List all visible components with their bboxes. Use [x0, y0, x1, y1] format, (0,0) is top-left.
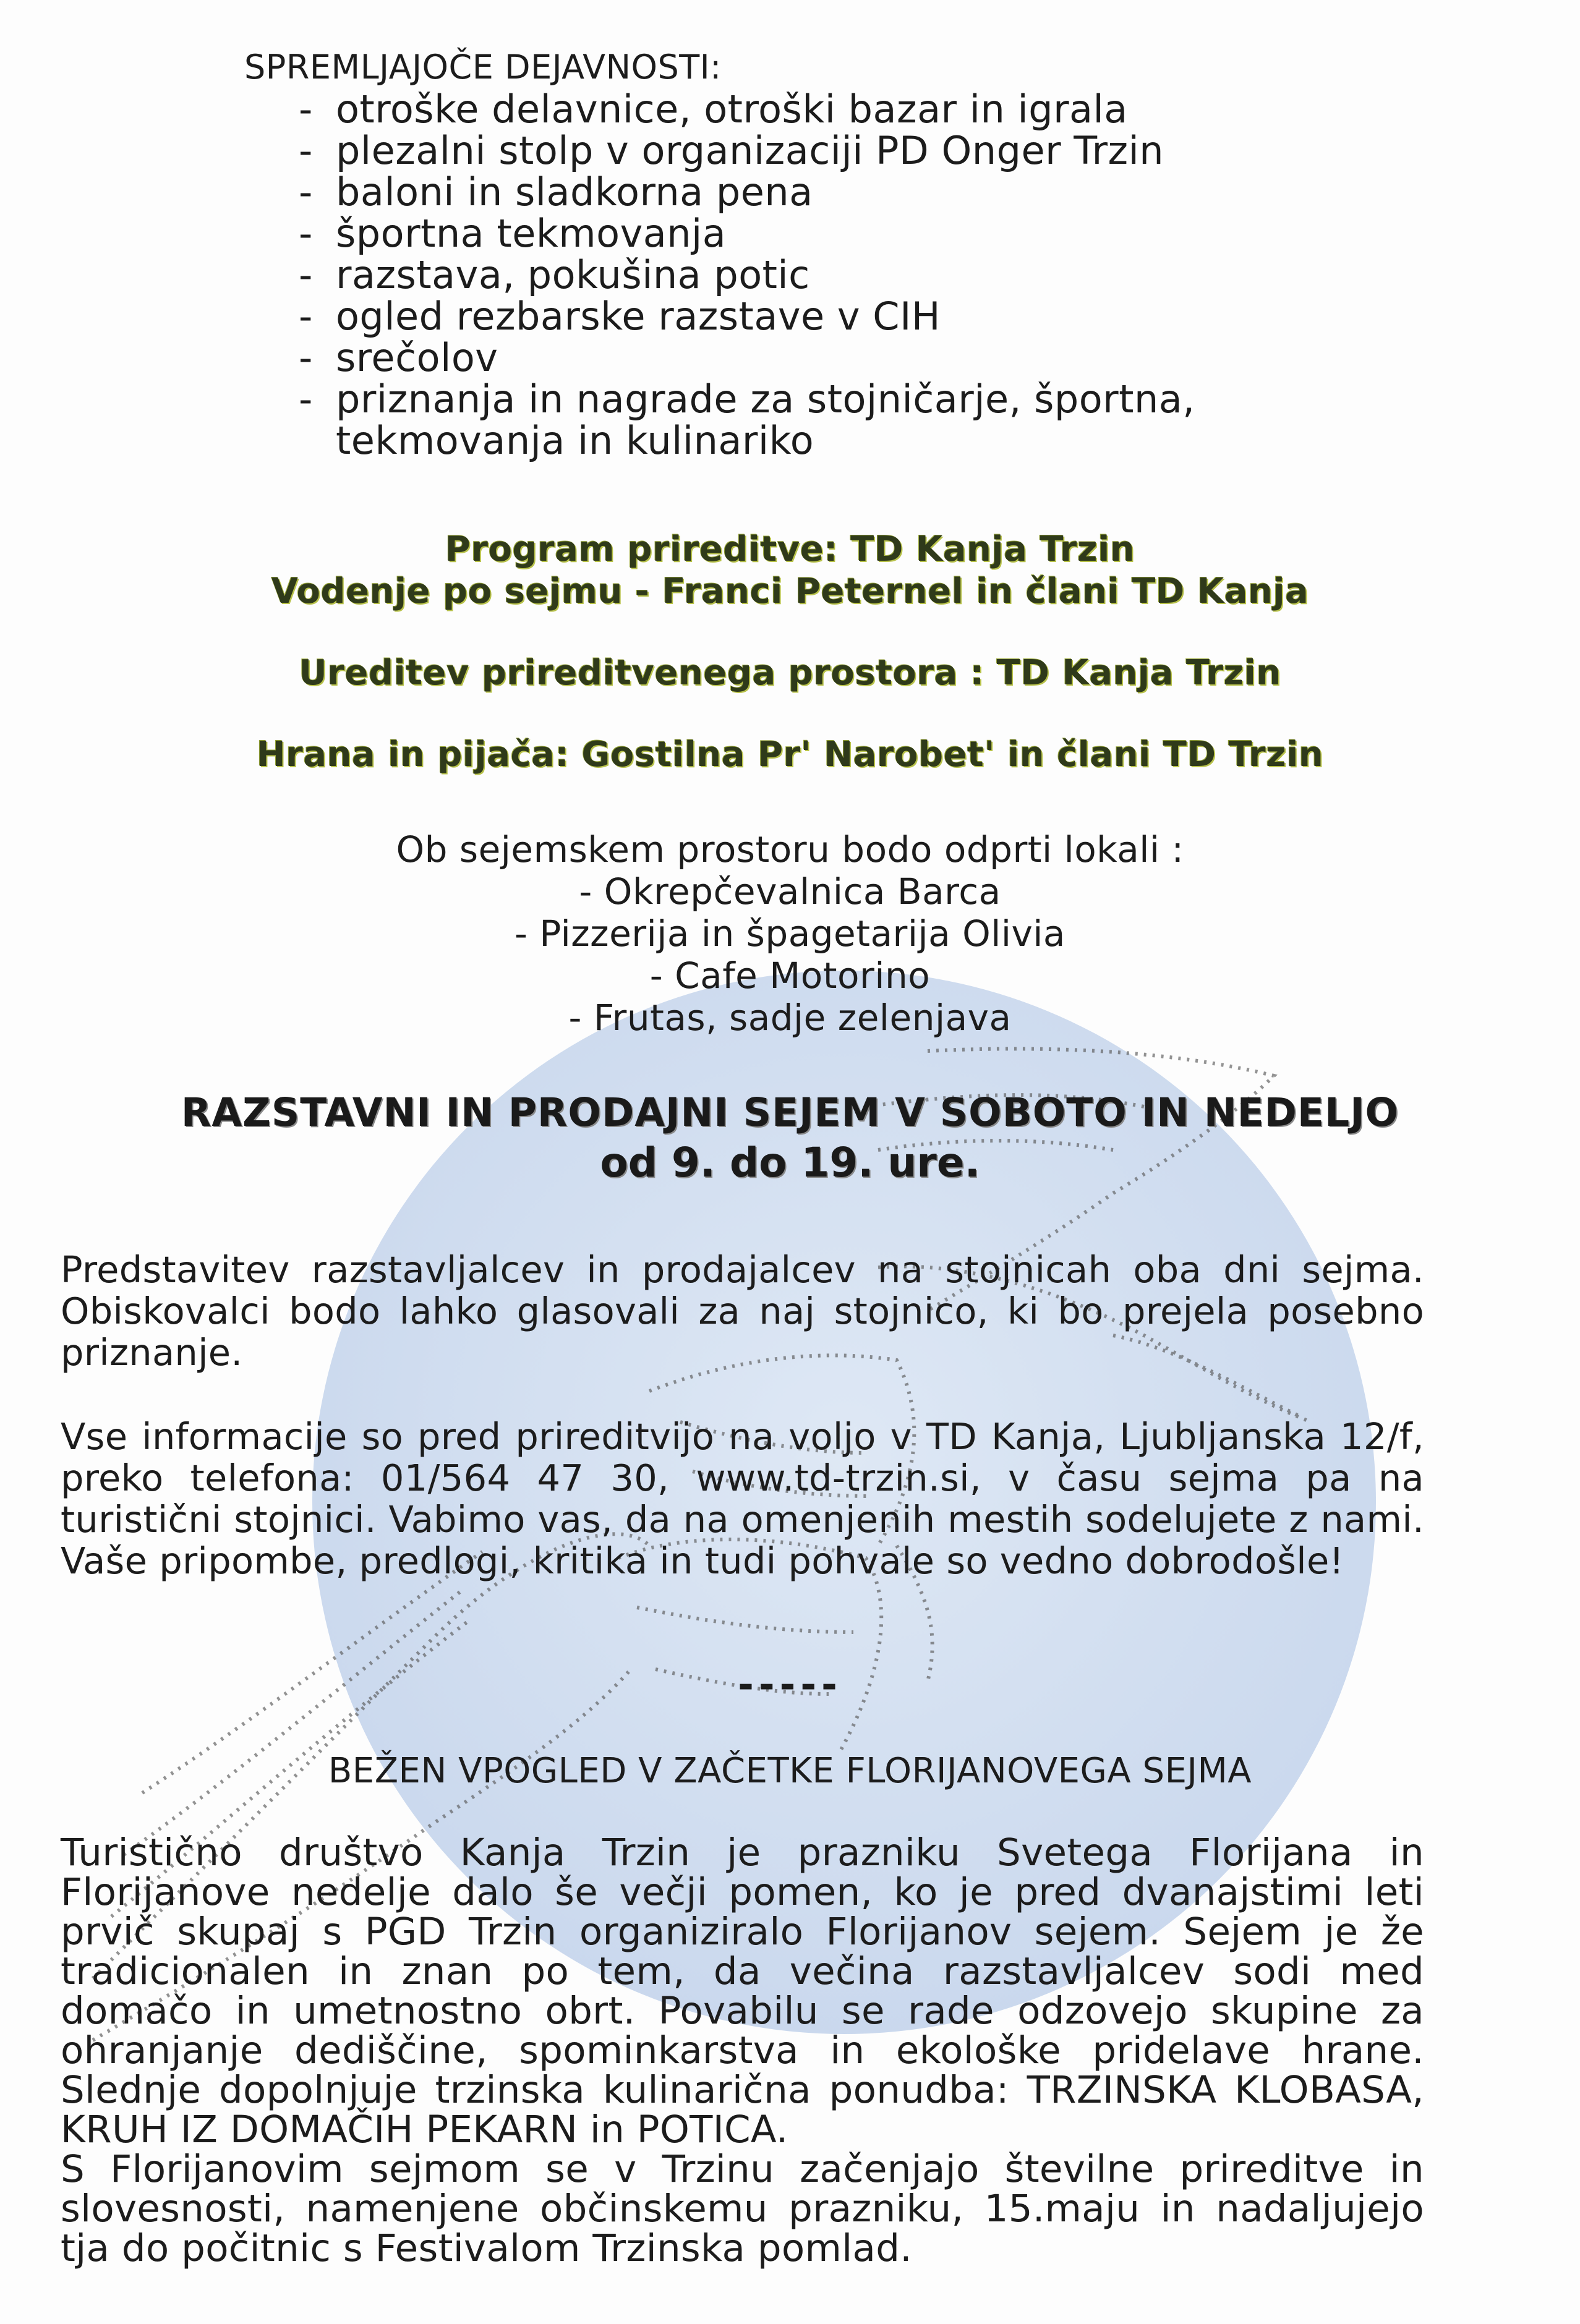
info-text: Vse informacije so pred prireditvijo na voljo v TD Kanja, Ljubljanska 12/f, preko telefona: 01/564 47 30, www.td-trzin.si, v času sejma pa na turistični stojnici. Vabimo vas, da na omenjenih mestih sodelujete z nami. Vaše pripombe, predlogi, kritika in tudi pohvale so vedno dobrodošle!: [61, 1415, 1424, 1582]
activities-title: SPREMLJAJOČE DEJAVNOSTI:: [244, 48, 722, 87]
food-credit: Hrana in pijača: Gostilna Pr' Narobet' in člani TD Trzin: [256, 734, 1324, 775]
venue-item: - Cafe Motorino: [649, 955, 931, 997]
activities-list: [244, 88, 1296, 461]
guide-credit: Vodenje po sejmu - Franci Peternel in člani TD Kanja: [271, 571, 1309, 611]
list-item: - otroške delavnice, otroški bazar in igrala: [299, 88, 1296, 130]
separator: -----: [738, 1662, 842, 1707]
venues-section: [0, 828, 1580, 1039]
history-title: BEŽEN VPOGLED V ZAČETKE FLORIJANOVEGA SEJMA: [328, 1751, 1252, 1791]
setup-credit: Ureditev prireditvenega prostora : TD Kanja Trzin: [299, 653, 1281, 693]
presentation-text: Predstavitev razstavljalcev in prodajalcev na stojnicah oba dni sejma. Obiskovalci bodo lahko glasovali za naj stojnico, ki bo prejela posebno priznanje.: [61, 1248, 1424, 1374]
presentation-paragraph: [61, 1249, 1424, 1373]
venue-item: - Pizzerija in špagetarija Olivia: [515, 913, 1065, 955]
history-text-2: S Florijanovim sejmom se v Trzinu začenjajo številne prireditve in slovesnosti, namenjene občinskemu prazniku, 15.maju in nadaljujejo tja do počitnic s Festivalom Trzinska pomlad.: [61, 2147, 1424, 2270]
history-paragraph: [61, 1833, 1424, 2268]
fair-section: [0, 1088, 1580, 1188]
venues-intro: Ob sejemskem prostoru bodo odprti lokali :: [396, 828, 1184, 870]
list-item: - razstava, pokušina potic: [299, 254, 1296, 296]
credits-section: [0, 529, 1580, 776]
list-item: - športna tekmovanja: [299, 213, 1296, 254]
program-credit: Program prireditve: TD Kanja Trzin: [445, 529, 1135, 569]
venue-item: - Okrepčevalnica Barca: [579, 870, 1001, 913]
list-item: - ogled rezbarske razstave v CIH: [299, 296, 1296, 337]
list-item: - srečolov: [299, 337, 1296, 378]
list-item: - baloni in sladkorna pena: [299, 171, 1296, 213]
list-item: - priznanja in nagrade za stojničarje, športna, tekmovanja in kulinariko: [299, 378, 1296, 461]
fair-hours: od 9. do 19. ure.: [600, 1139, 980, 1186]
list-item: - plezalni stolp v organizaciji PD Onger Trzin: [299, 130, 1296, 171]
history-text-1: Turistično društvo Kanja Trzin je prazniku Svetega Florijana in Florijanove nedelje dalo še večji pomen, ko je pred dvanajstimi leti prvič skupaj s PGD Trzin organiziralo Florijanov sejem. Sejem je že tradicionalen in znan po tem, da večina razstavljalcev sodi med domačo in umetnostno obrt. Povabilu se rade odzovejo skupine za ohranjanje dediščine, spominkarstva in ekološke pridelave hrane. Slednje dopolnjuje trzinska kulinarična ponudba: TRZINSKA KLOBASA, KRUH IZ DOMAČIH PEKARN in POTICA.: [61, 1831, 1424, 2152]
venue-item: - Frutas, sadje zelenjava: [568, 997, 1012, 1039]
fair-headline: RAZSTAVNI IN PRODAJNI SEJEM V SOBOTO IN NEDELJO: [181, 1090, 1399, 1135]
info-paragraph: [61, 1416, 1424, 1581]
activities-section: [244, 46, 1296, 461]
